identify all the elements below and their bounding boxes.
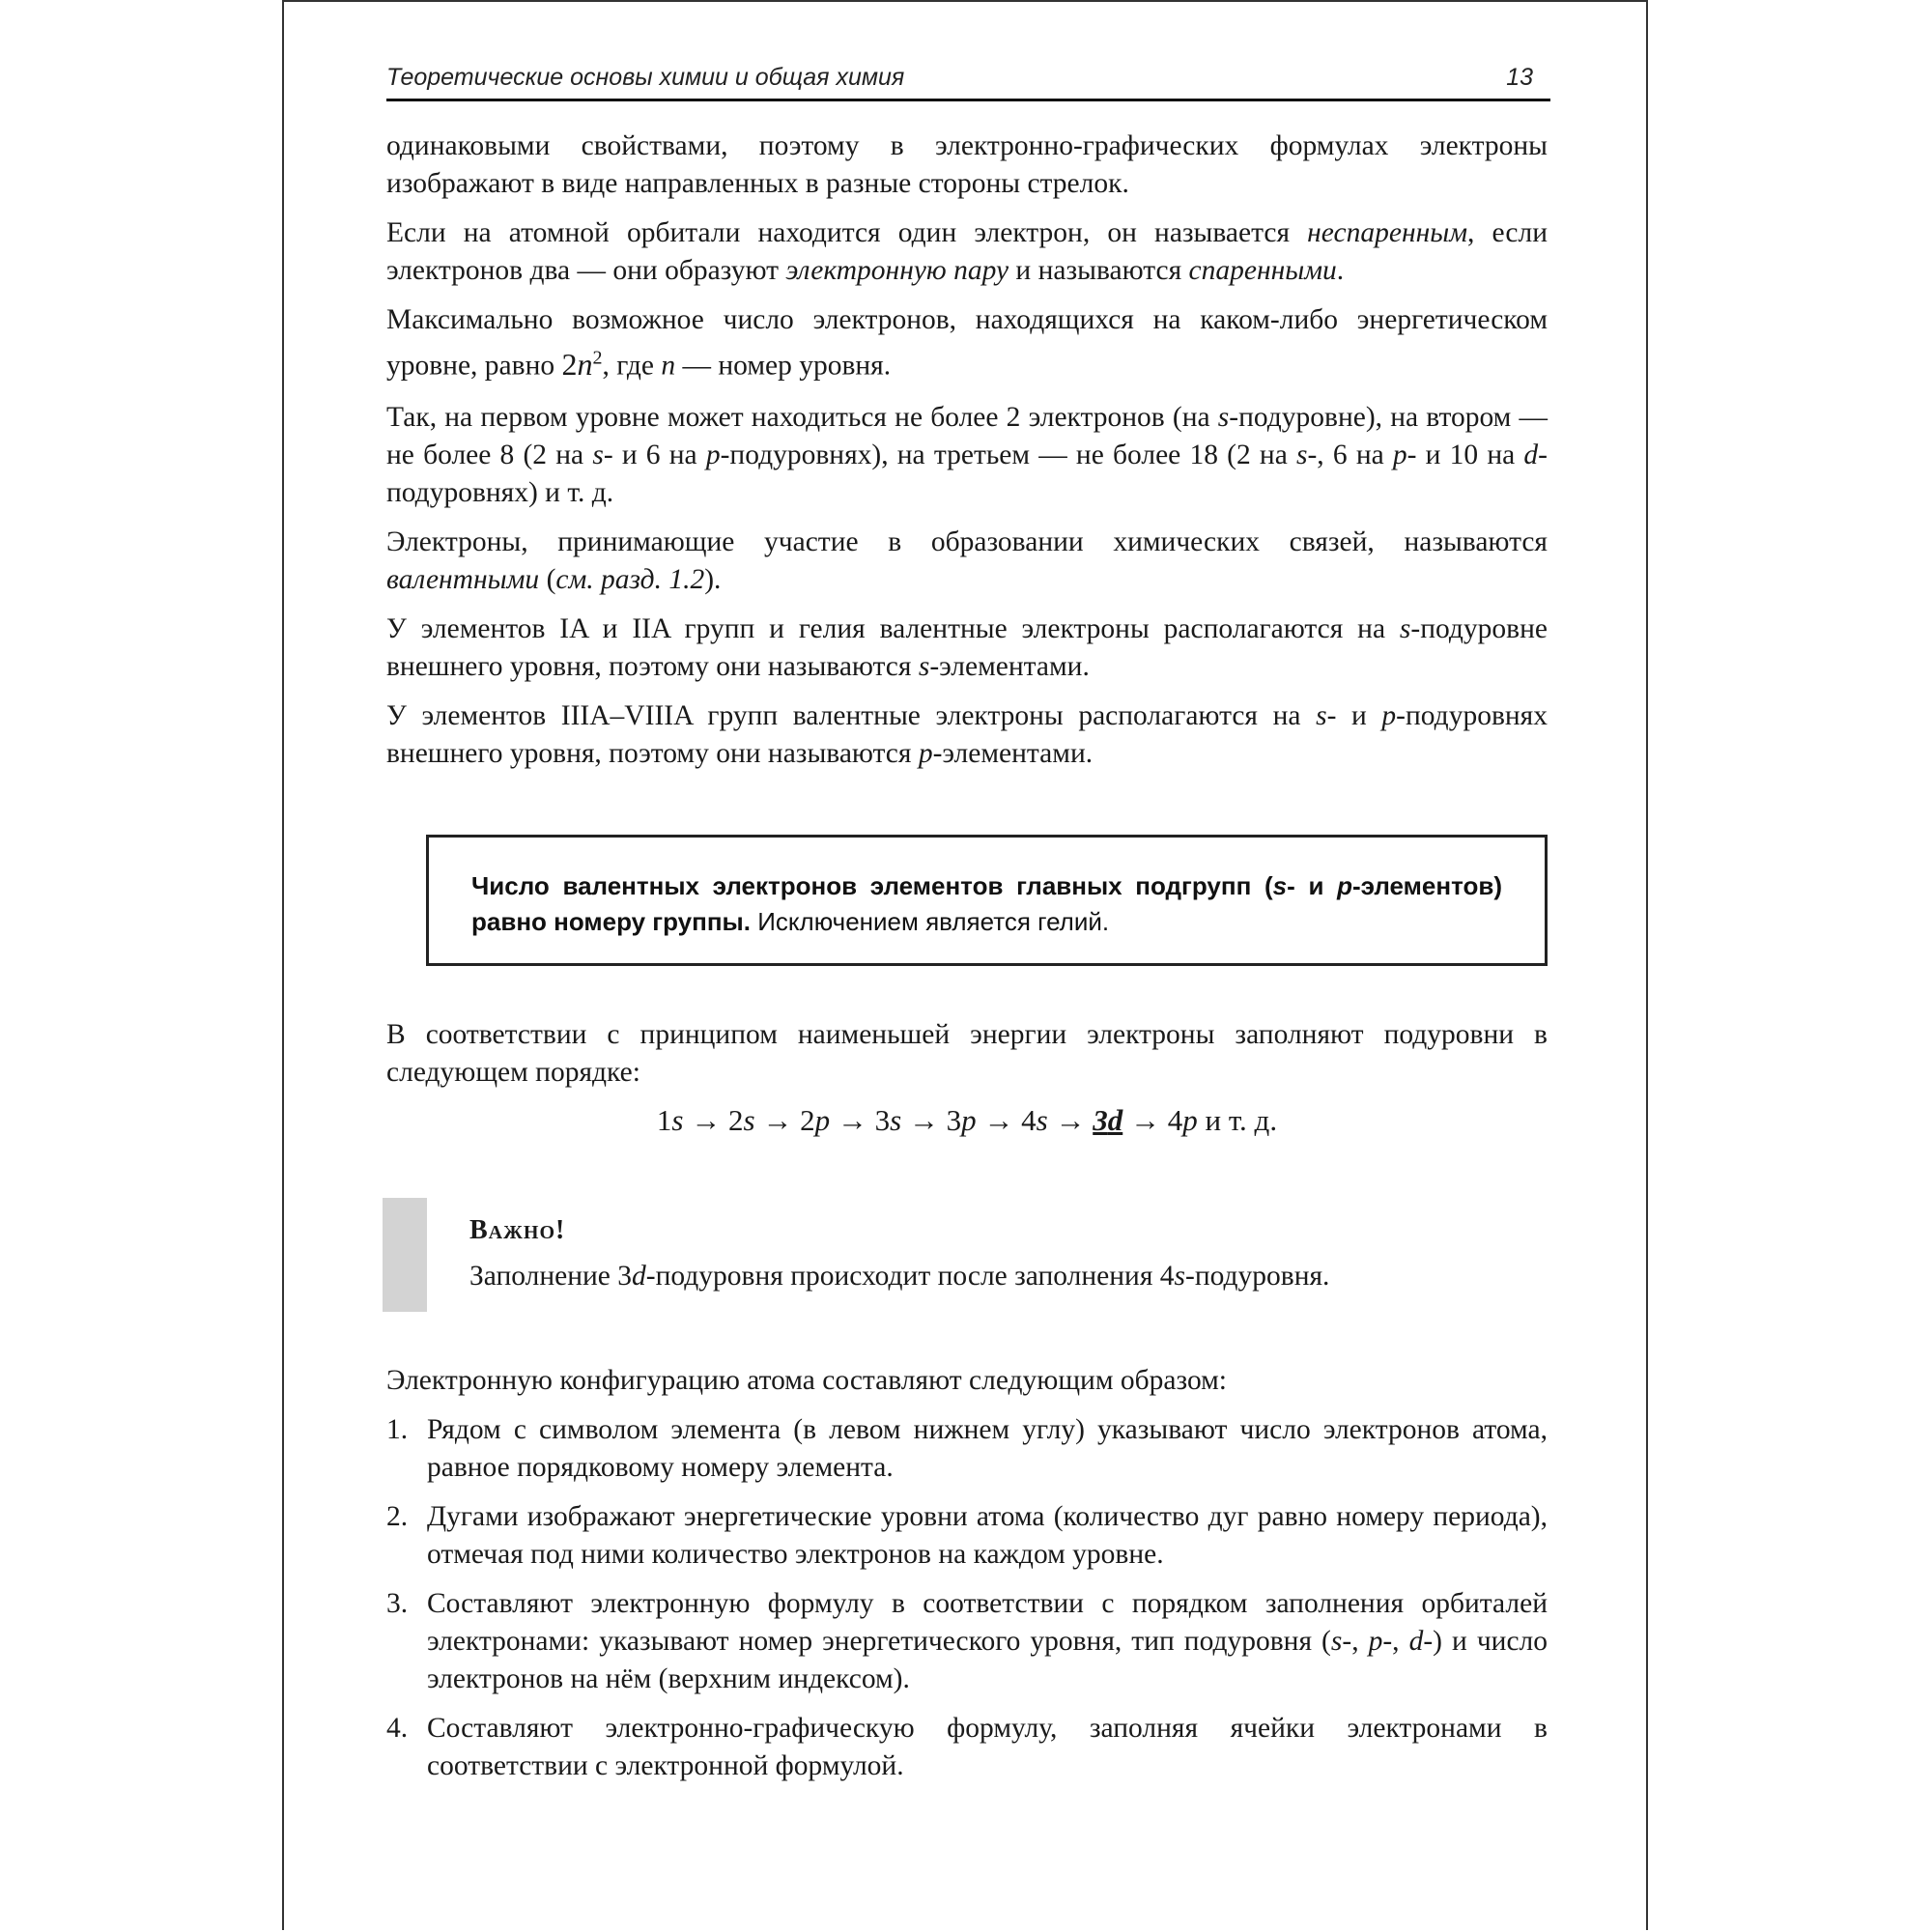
term-3d-highlight: 3d [1093, 1103, 1123, 1137]
rule-box: Число валентных электронов элементов главных подгрупп (s- и p-элементов) равно номеру группы. Исключением является гелий. [426, 835, 1548, 966]
paragraph-5: Электроны, принимающие участие в образовании химических связей, называются валентными (см. разд. 1.2). [386, 526, 1548, 595]
config-intro: Электронную конфигурацию атома составляют следующим образом: [386, 1365, 1228, 1396]
formula-2n2: $2n^2$ [561, 346, 603, 382]
main-text [386, 128, 1548, 784]
rule-box-note: Исключением является гелий. [750, 907, 1110, 936]
formula-tail: и т. д. [1197, 1103, 1278, 1137]
paragraph-1: одинаковыми свойствами, поэтому в электронно-графических формулах электроны изображают в виде направленных в разные стороны стрелок. [386, 130, 1548, 199]
term-2: 2s [728, 1103, 755, 1137]
arrow: → [691, 1103, 722, 1137]
term-1: 1s [656, 1103, 684, 1137]
paragraph-7: У элементов IIIA–VIIIA групп валентные электроны располагаются на s- и p-подуровнях внешнего уровня, поэтому они называются p-элементами. [386, 699, 1548, 769]
arrow: → [762, 1103, 793, 1137]
term-4: 3s [874, 1103, 902, 1137]
term-5: 3p [946, 1103, 977, 1137]
arrow: → [983, 1103, 1014, 1137]
important-sidebar [383, 1198, 427, 1312]
page-number: 13 [1506, 64, 1533, 91]
arrow: → [1129, 1103, 1160, 1137]
cross-reference: см. разд. 1.2 [555, 563, 705, 595]
paragraph-2: Если на атомной орбитали находится один электрон, он называется неспаренным, если электронов два — они образуют электронную пару и называются спаренными. [386, 217, 1548, 286]
term-6: 4s [1021, 1103, 1048, 1137]
principle-paragraph: В соответствии с принципом наименьшей энергии электроны заполняют подуровни в следующем порядке: [386, 1019, 1548, 1088]
list-item: 2. Дугами изображают энергетические уровни атома (количество дуг равно номеру периода), отмечая под ними количество электронов на каждом уровне. [386, 1501, 1548, 1570]
config-steps [386, 1411, 1548, 1785]
list-item: 3. Составляют электронную формулу в соответствии с порядком заполнения орбиталей электронами: указывают номер энергетического уровня, тип подуровня (s-, p-, d-) и число электронов на нём (верхним индексом). [386, 1588, 1548, 1694]
arrow: → [908, 1103, 939, 1137]
paragraph-6: У элементов IA и IIA групп и гелия валентные электроны располагаются на s-подуровне внешнего уровня, поэтому они называются s-элементами. [386, 612, 1548, 682]
term-3: 2p [800, 1103, 831, 1137]
important-text: Заполнение 3d-подуровня происходит после заполнения 4s-подуровня. [469, 1261, 1330, 1292]
list-item: 1. Рядом с символом элемента (в левом нижнем углу) указывают число электронов атома, равное порядковому номеру элемента. [386, 1414, 1548, 1483]
running-head [386, 64, 1550, 101]
paragraph-3: Максимально возможное число электронов, находящихся на каком-либо энергетическом уровне, равно $2n^2$, где n — номер уровня. [386, 304, 1548, 382]
paragraph-4: Так, на первом уровне может находиться не более 2 электронов (на s-подуровне), на втором — не более 8 (2 на s- и 6 на p-подуровнях), на третьем — не более 18 (2 на s-, 6 на p- и 10 на d-подуровнях) и т. д. [386, 401, 1548, 508]
running-head-title: Теоретические основы химии и общая химия [386, 64, 905, 91]
list-item: 4. Составляют электронно-графическую формулу, заполняя ячейки электронами в соответствии с электронной формулой. [386, 1713, 1548, 1781]
filling-order-formula [386, 1101, 1548, 1140]
arrow: → [837, 1103, 867, 1137]
important-title: Важно! [469, 1215, 566, 1245]
arrow: → [1055, 1103, 1086, 1137]
config-section [386, 1362, 1548, 1797]
term-8: 4p [1167, 1103, 1198, 1137]
